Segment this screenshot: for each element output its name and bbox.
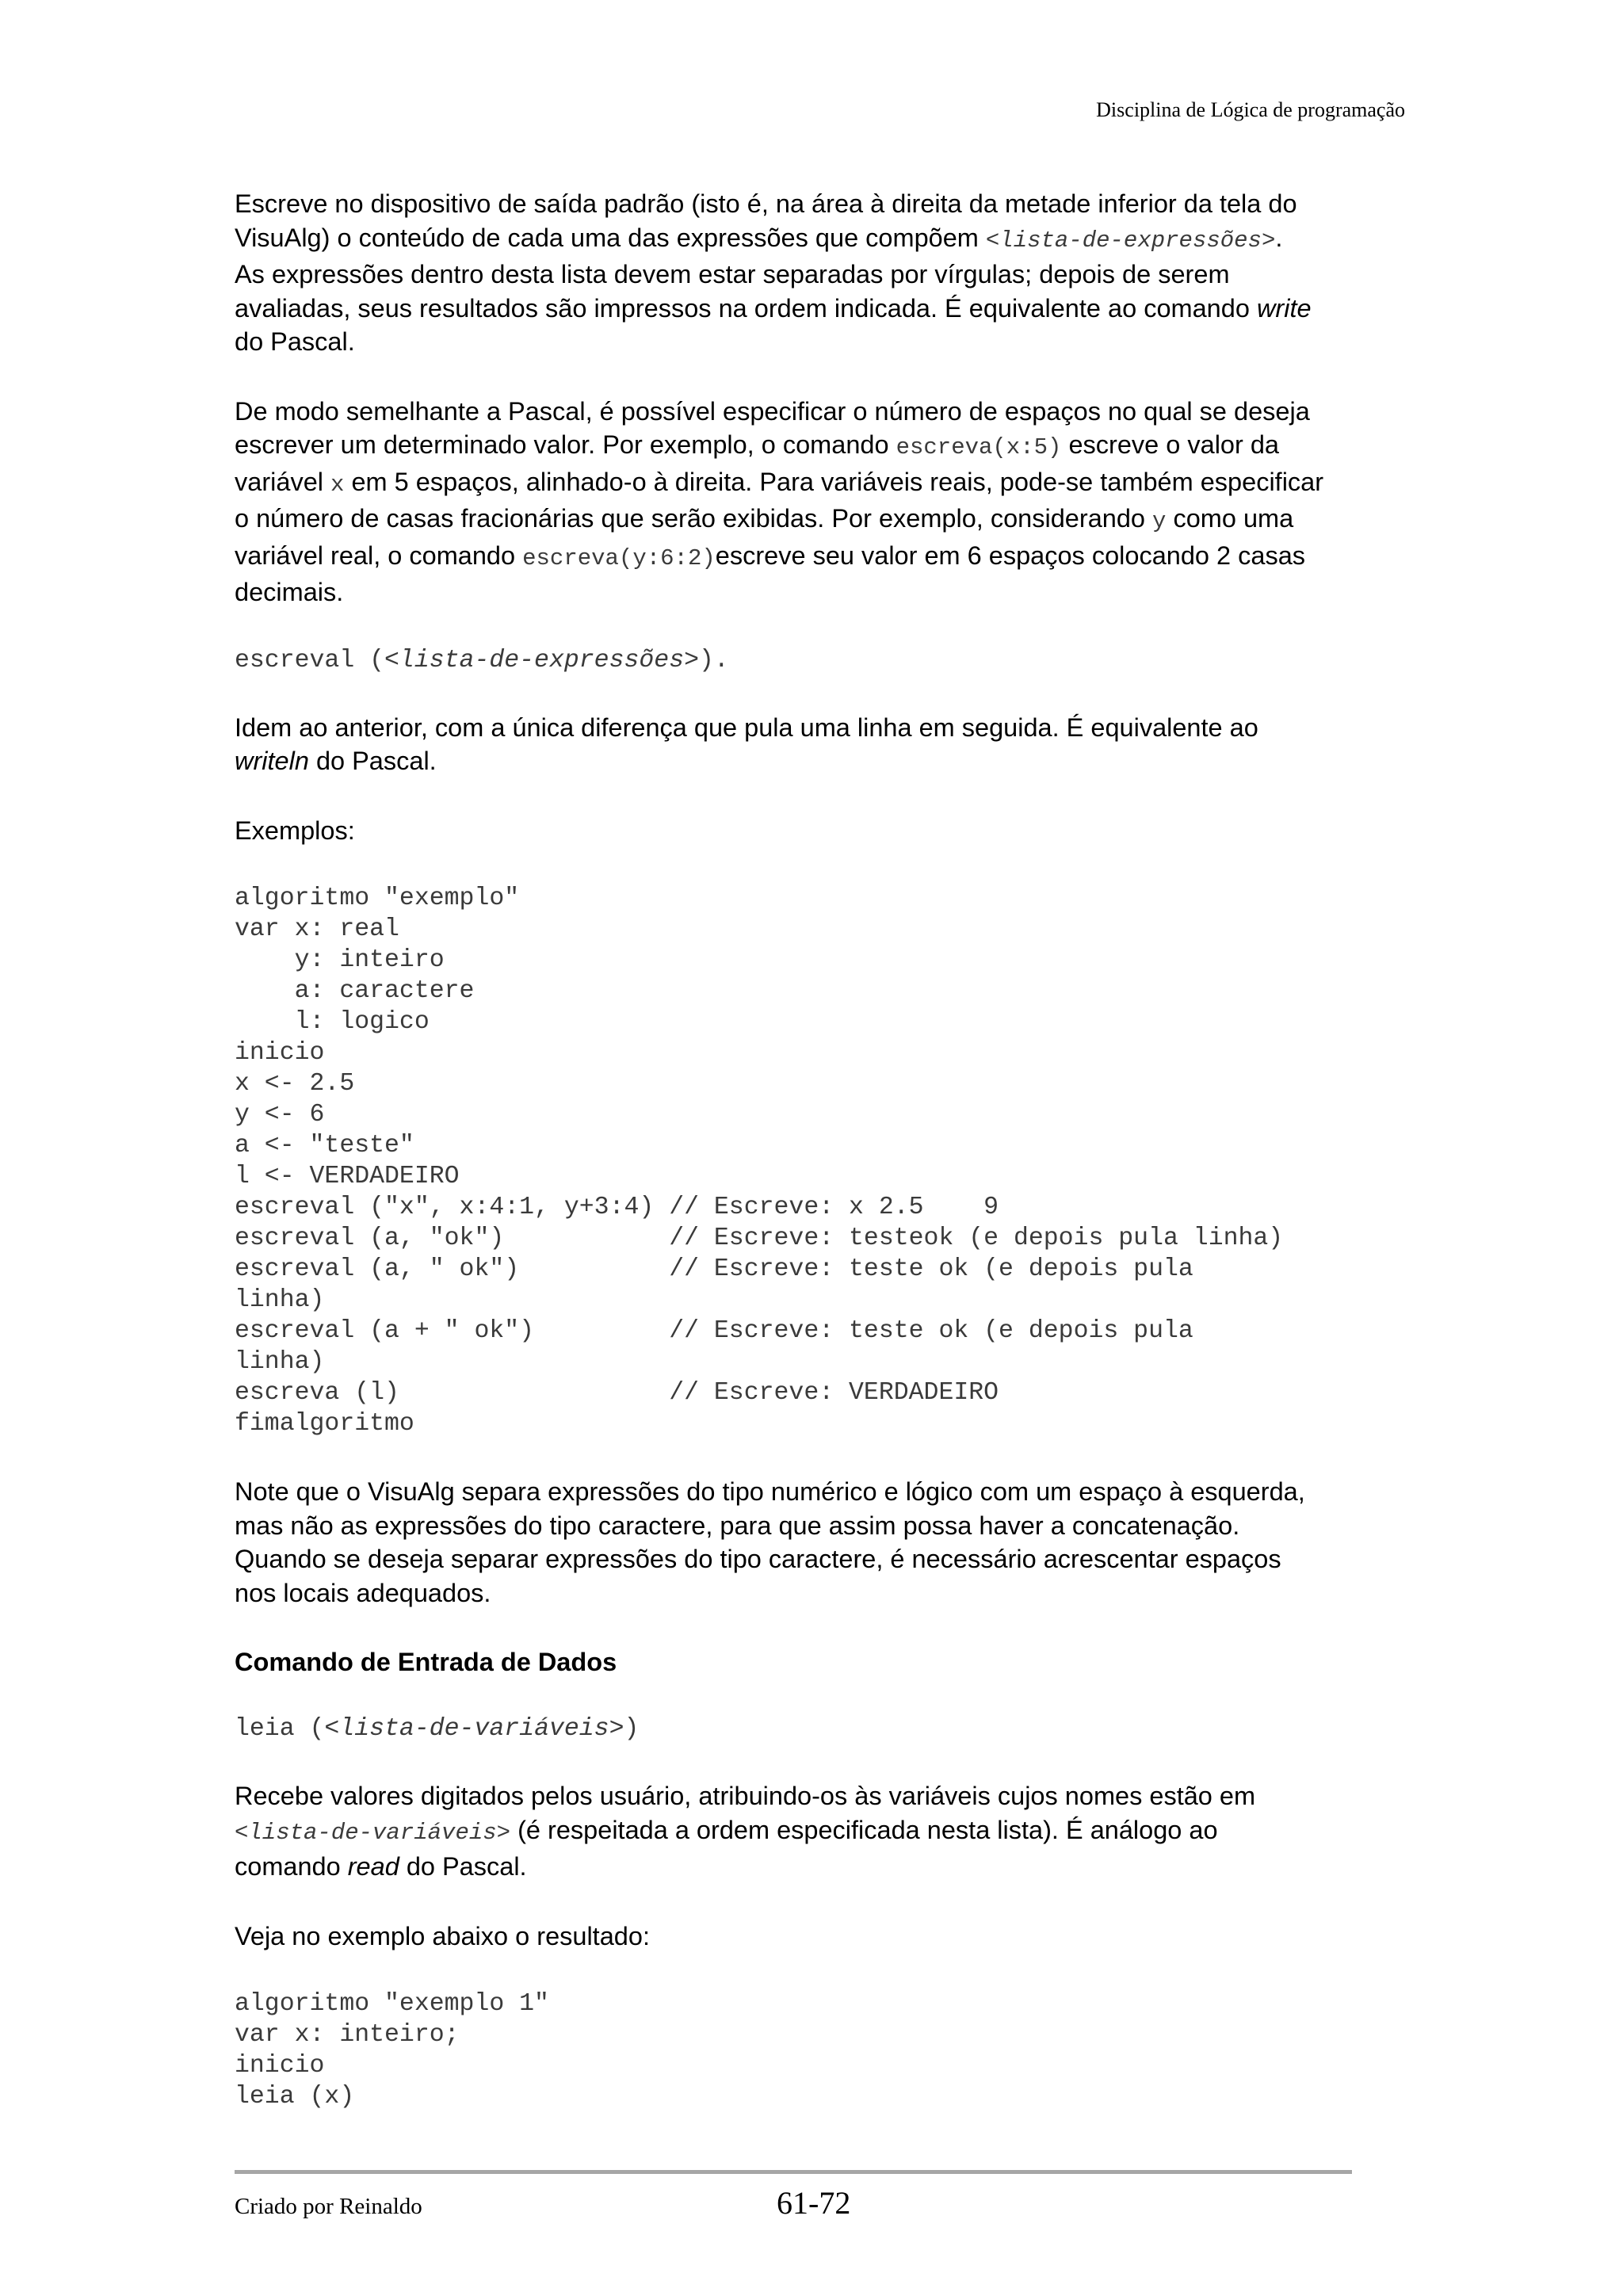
text-line bbox=[235, 1850, 1407, 1884]
footer-author: Criado por Reinaldo bbox=[235, 2194, 422, 2219]
text-fragment: variável real, o comando bbox=[235, 541, 523, 570]
text-line bbox=[235, 221, 1407, 258]
inline-code: <lista-de-variáveis> bbox=[235, 1819, 511, 1846]
text-line: Exemplos: bbox=[235, 816, 355, 845]
text-fragment: escreve seu valor em 6 espaços colocando 2 casas bbox=[715, 541, 1306, 570]
code-line: inicio bbox=[235, 2052, 325, 2080]
section-heading: Comando de Entrada de Dados bbox=[235, 1648, 617, 1676]
footer-divider bbox=[235, 2170, 1352, 2174]
text-line: As expressões dentro desta lista devem estar separadas por vírgulas; depois de serem bbox=[235, 260, 1230, 288]
text-fragment: escreval ( bbox=[235, 646, 385, 674]
text-line: Idem ao anterior, com a única diferença que pula uma linha em seguida. É equivalente ao bbox=[235, 712, 1258, 742]
text-fragment: . bbox=[1275, 223, 1283, 252]
text-fragment: leia ( bbox=[235, 1715, 325, 1743]
text-fragment: o número de casas fracionárias que serão exibidas. Por exemplo, considerando bbox=[235, 504, 1153, 533]
text-line: Note que o VisuAlg separa expressões do tipo numérico e lógico com um espaço à esquerda, bbox=[235, 1477, 1305, 1506]
text-line: decimais. bbox=[235, 578, 344, 606]
text-fragment: escreve o valor da bbox=[1061, 430, 1280, 459]
text-fragment: ) bbox=[624, 1715, 640, 1743]
code-line: a: caractere bbox=[235, 977, 475, 1005]
code-block-example-1 bbox=[235, 1988, 1407, 2112]
text-fragment: como uma bbox=[1166, 504, 1294, 533]
code-line: l <- VERDADEIRO bbox=[235, 1163, 460, 1190]
text-line bbox=[235, 292, 1407, 326]
code-line: escreva (l) // Escreve: VERDADEIRO bbox=[235, 1379, 999, 1407]
emphasis: writeln bbox=[235, 747, 309, 775]
code-line: escreval (a, " ok") // Escreve: teste ok (e depois pula bbox=[235, 1255, 1193, 1283]
text-fragment: (é respeitada a ordem especificada nesta lista). É análogo ao bbox=[510, 1815, 1218, 1844]
paragraph-spacing-format bbox=[235, 395, 1407, 609]
text-fragment: do Pascal. bbox=[308, 747, 437, 775]
text-line: Recebe valores digitados pelos usuário, atribuindo-os às variáveis cujos nomes estão em bbox=[235, 1782, 1256, 1810]
code-line: escreval (a + " ok") // Escreve: teste ok (e depois pula bbox=[235, 1317, 1193, 1345]
text-line bbox=[235, 539, 1407, 576]
code-line: leia (x) bbox=[235, 2083, 355, 2111]
text-line bbox=[235, 1813, 1407, 1851]
text-line bbox=[235, 428, 1407, 465]
paragraph-escreval-description bbox=[235, 711, 1407, 778]
text-line: nos locais adequados. bbox=[235, 1578, 491, 1607]
paragraph-example-result bbox=[235, 1920, 1407, 1954]
text-line: Escreve no dispositivo de saída padrão (isto é, na área à direita da metade inferior da tela do bbox=[235, 189, 1297, 218]
text-fragment: escrever um determinado valor. Por exemplo, o comando bbox=[235, 430, 896, 459]
paragraph-examples-label bbox=[235, 814, 1407, 848]
text-line: do Pascal. bbox=[235, 327, 355, 356]
text-fragment: variável bbox=[235, 467, 331, 496]
text-line bbox=[235, 502, 1407, 539]
code-line: x <- 2.5 bbox=[235, 1070, 355, 1098]
code-line: inicio bbox=[235, 1039, 325, 1067]
code-line: linha) bbox=[235, 1286, 325, 1314]
text-fragment: avaliadas, seus resultados são impressos na ordem indicada. É equivalente ao comando bbox=[235, 293, 1257, 323]
text-fragment: ). bbox=[699, 646, 729, 674]
paragraph-visualg-note bbox=[235, 1475, 1407, 1610]
text-line: mas não as expressões do tipo caractere, para que assim possa haver a concatenação. bbox=[235, 1511, 1240, 1540]
command-syntax-leia bbox=[235, 1713, 1407, 1744]
inline-code: escreva(y:6:2) bbox=[522, 544, 716, 571]
code-line: escreval ("x", x:4:1, y+3:4) // Escreve: x 2.5 9 bbox=[235, 1194, 999, 1221]
emphasis: <lista-de-expressões> bbox=[384, 646, 699, 674]
code-line: y: inteiro bbox=[235, 946, 445, 974]
command-syntax-escreval bbox=[235, 645, 1407, 676]
inline-code: <lista-de-expressões> bbox=[985, 227, 1276, 254]
code-line: fimalgoritmo bbox=[235, 1410, 414, 1438]
code-line: var x: inteiro; bbox=[235, 2021, 460, 2049]
text-fragment: comando bbox=[235, 1852, 348, 1881]
text-fragment: em 5 espaços, alinhado-o à direita. Para variáveis reais, pode-se também especificar bbox=[344, 467, 1324, 496]
code-line: escreval (a, "ok") // Escreve: testeok (e depois pula linha) bbox=[235, 1224, 1284, 1252]
inline-code: y bbox=[1152, 508, 1167, 534]
text-line: Quando se deseja separar expressões do tipo caractere, é necessário acrescentar espaços bbox=[235, 1545, 1281, 1573]
code-line: y <- 6 bbox=[235, 1101, 325, 1129]
text-line: Veja no exemplo abaixo o resultado: bbox=[235, 1921, 650, 1950]
paragraph-escreva-description bbox=[235, 187, 1407, 359]
text-line: De modo semelhante a Pascal, é possível especificar o número de espaços no qual se deseja bbox=[235, 396, 1310, 426]
code-line: var x: real bbox=[235, 915, 399, 943]
code-line: linha) bbox=[235, 1348, 325, 1376]
paragraph-leia-description bbox=[235, 1779, 1407, 1884]
code-line: algoritmo "exemplo" bbox=[235, 884, 520, 912]
text-fragment: VisuAlg) o conteúdo de cada uma das expressões que compõem bbox=[235, 223, 986, 252]
page-header: Disciplina de Lógica de programação bbox=[1096, 98, 1405, 121]
text-line bbox=[235, 744, 1407, 778]
code-line: a <- "teste" bbox=[235, 1132, 414, 1159]
page-content bbox=[235, 187, 1407, 2112]
emphasis: read bbox=[347, 1852, 399, 1881]
emphasis: <lista-de-variáveis> bbox=[324, 1715, 624, 1743]
emphasis: write bbox=[1256, 293, 1312, 323]
text-line bbox=[235, 465, 1407, 502]
text-fragment: do Pascal. bbox=[399, 1852, 527, 1881]
page-number: 61-72 bbox=[777, 2185, 851, 2221]
code-block-example bbox=[235, 883, 1407, 1439]
inline-code: escreva(x:5) bbox=[896, 434, 1062, 460]
code-line: algoritmo "exemplo 1" bbox=[235, 1990, 549, 2018]
code-line: l: logico bbox=[235, 1008, 430, 1036]
inline-code: x bbox=[330, 471, 345, 498]
